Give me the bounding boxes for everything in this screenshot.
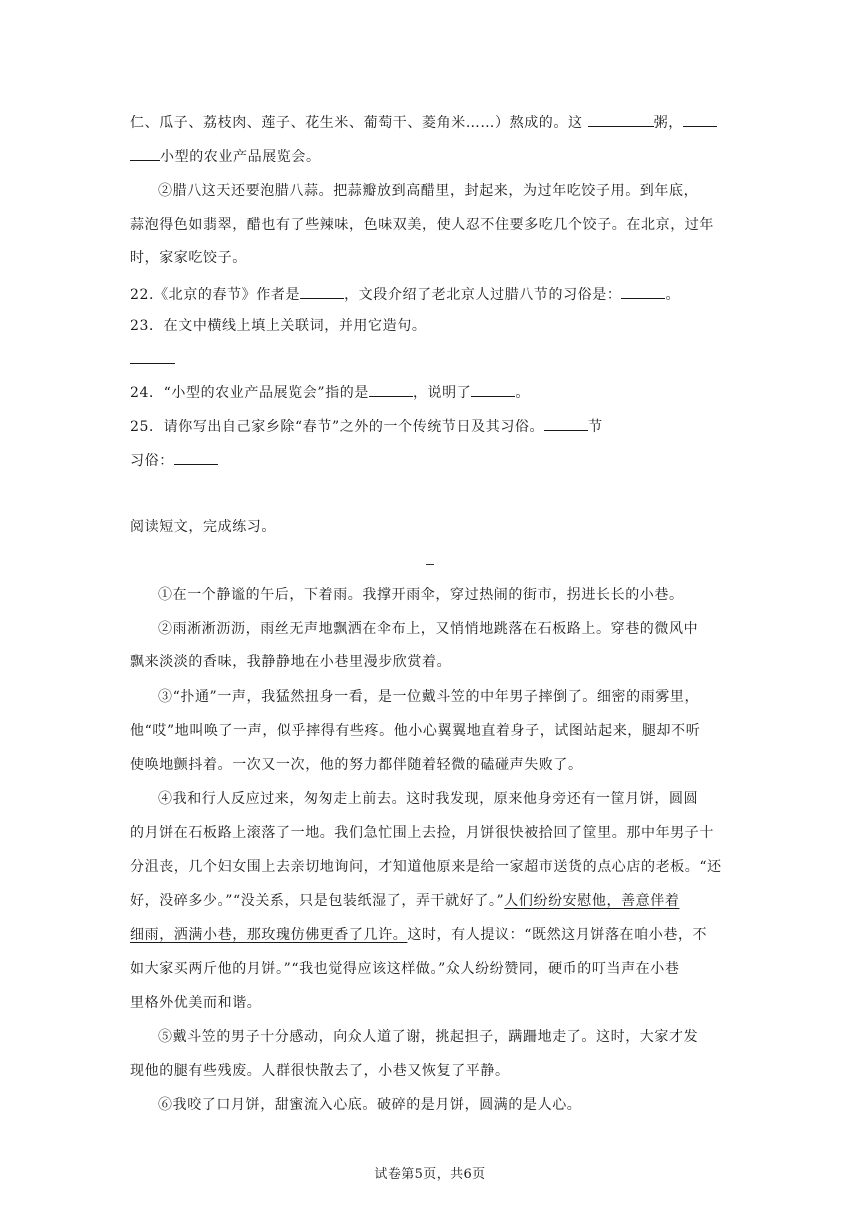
paragraph-4-line: 细雨，洒满小巷，那玫瑰仿佛更香了几许。这时，有人提议：“既然这月饼落在咱小巷，不 [130,927,708,943]
passage-line: 仁、瓜子、荔枝肉、莲子、花生米、葡萄干、菱角米……）熬成的。这 粥， [130,112,730,133]
passage-line: 时，家家吃饺子。 [130,250,247,266]
paragraph-3-line: 使唤地颤抖着。一次又一次，他的努力都伴随着轻微的磕碰声失败了。 [130,757,583,773]
question-25: 25．请你写出自己家乡除“春节”之外的一个传统节日及其习俗。 节 [130,416,730,437]
question-24: 24．“小型的农业产品展览会”指的是 ，说明了 。 [130,382,730,403]
passage-line: 蒜泡得色如翡翠，醋也有了些辣味，色味双美，使人忍不住要多吃几个饺子。在北京，过年 [130,217,714,233]
underlined-sentence: 细雨，洒满小巷，那玫瑰仿佛更香了几许。 [130,927,408,943]
paragraph-4-line: ④我和行人反应过来，匆匆走上前去。这时我发现，原来他身旁还有一筐月饼，圆圆 [158,791,699,807]
question-25-custom: 习俗： [130,450,730,471]
paragraph-4-line: 好，没碎多少。”“没关系，只是包装纸湿了，弄干就好了。”人们纷纷安慰他，善意伴着 [130,893,680,909]
answer-line[interactable] [130,363,175,364]
answer-blank[interactable] [471,382,515,397]
paragraph-1: ①在一个静谧的午后，下着雨。我撑开雨伞，穿过热闹的街市，拐进长长的小巷。 [158,587,684,603]
answer-blank[interactable] [130,146,160,161]
answer-blank[interactable] [588,112,654,127]
question-22: 22.《北京的春节》作者是 ，文段介绍了老北京人过腊八节的习俗是： 。 [130,284,730,305]
paragraph-4-line: 里格外优美而和谐。 [130,995,262,1011]
paragraph-2-line: ②雨淅淅沥沥，雨丝无声地飘洒在伞布上，又悄悄地跳落在石板路上。穿巷的微风中 [158,621,699,637]
answer-blank[interactable] [174,450,218,465]
page-footer: 试卷第5页，共6页 [374,1167,486,1182]
reading-intro: 阅读短文，完成练习。 [130,519,276,535]
paragraph-5-line: 现他的腿有些残废。人群很快散去了，小巷又恢复了平静。 [130,1063,510,1079]
answer-blank[interactable] [369,382,413,397]
paragraph-4-line: 分沮丧，几个妇女围上去亲切地询问，才知道他原来是给一家超市送货的点心店的老板。“还 [130,859,722,875]
paragraph-4-line: 的月饼在石板路上滚落了一地。我们急忙围上去捡，月饼很快被拾回了筐里。那中年男子十 [130,825,714,841]
answer-blank[interactable] [544,416,588,431]
underlined-sentence: 人们纷纷安慰他，善意伴着 [504,893,680,909]
paragraph-5-line: ⑤戴斗笠的男子十分感动，向众人道了谢，挑起担子，蹒跚地走了。这时，大家才发 [158,1029,699,1045]
paragraph-3-line: 他“哎”地叫唤了一声，似乎摔得有些疼。他小心翼翼地直着身子，试图站起来，腿却不听 [130,723,701,739]
passage-line: 小型的农业产品展览会。 [130,146,730,167]
passage-line: ②腊八这天还要泡腊八蒜。把蒜瓣放到高醋里，封起来，为过年吃饺子用。到年底， [158,183,699,199]
paragraph-2-line: 飘来淡淡的香味，我静静地在小巷里漫步欣赏着。 [130,654,452,670]
paragraph-3-line: ③“扑通”一声，我猛然扭身一看，是一位戴斗笠的中年男子摔倒了。细密的雨雾里， [158,689,700,705]
answer-blank[interactable] [683,112,717,127]
paragraph-6: ⑥我咬了口月饼，甜蜜流入心底。破碎的是月饼，圆满的是人心。 [158,1097,582,1113]
question-23: 23．在文中横线上填上关联词，并用它造句。 [130,318,427,334]
paragraph-4-line: 如大家买两斤他的月饼。”“我也觉得应该这样做。”众人纷纷赞同，硬币的叮当声在小巷 [130,961,680,977]
answer-blank[interactable] [621,284,665,299]
answer-blank[interactable] [300,284,344,299]
title-blank-mark [426,564,434,565]
